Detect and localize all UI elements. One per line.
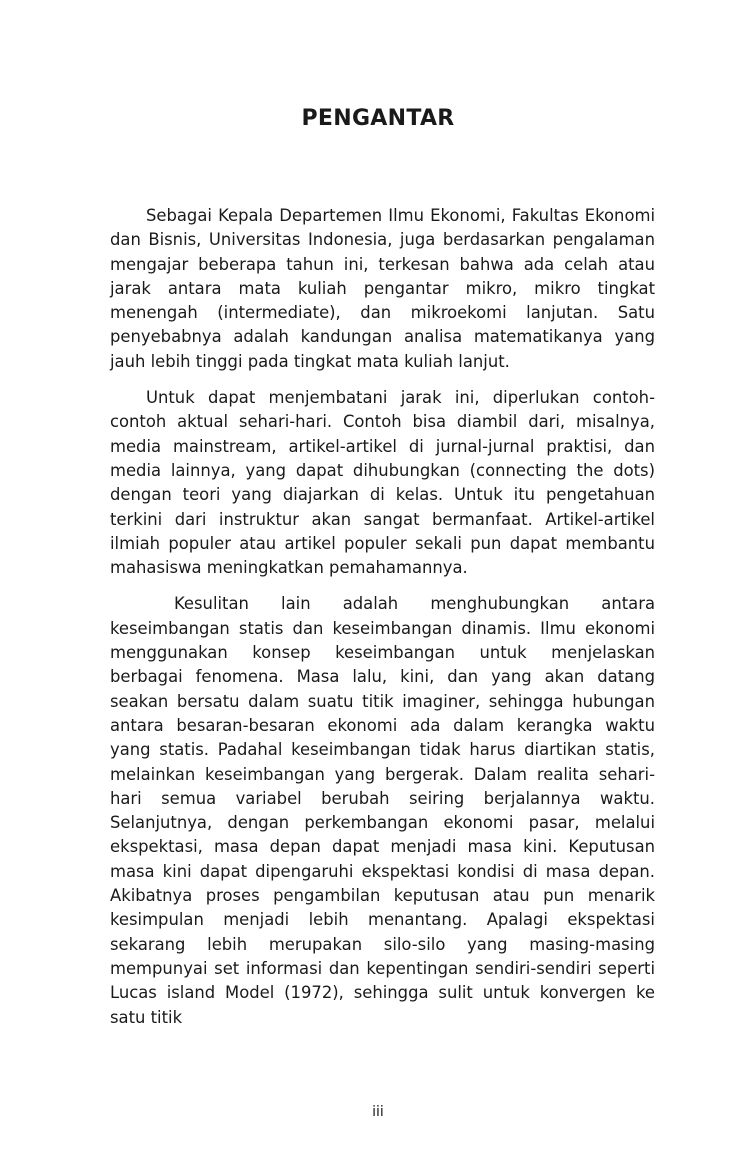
paragraph-3: Kesulitan lain adalah menghubungkan antara keseimbangan statis dan keseimbangan dinamis. Ilmu ekonomi menggunakan konsep keseimbangan untuk menjelaskan berbagai fenomena. Masa lalu, kini, dan yang akan datang seakan bersatu dalam suatu titik imaginer, sehingga hubungan antara besaran-besaran ekonomi ada dalam kerangka waktu yang statis. Padahal keseimbangan tidak harus diartikan statis, melainkan keseimbangan yang bergerak. Dalam realita sehari-hari semua variabel berubah seiring berjalannya waktu. Selanjutnya, dengan perkembangan ekonomi pasar, melalui ekspektasi, masa depan dapat menjadi masa kini. Keputusan masa kini dapat dipengaruhi ekspektasi kondisi di masa depan. Akibatnya proses pengambilan keputusan atau pun menarik kesimpulan menjadi lebih menantang. Apalagi ekspektasi sekarang lebih merupakan silo-silo yang masing-masing mempunyai set informasi dan kepentingan sendiri-sendiri seperti Lucas island Model (1972), sehingga sulit untuk konvergen ke satu titik	[110, 594, 655, 1027]
paragraph-1: Sebagai Kepala Departemen Ilmu Ekonomi, Fakultas Ekonomi dan Bisnis, Universitas Indonesia, juga berdasarkan pengalaman mengajar beberapa tahun ini, terkesan bahwa ada celah atau jarak antara mata kuliah pengantar mikro, mikro tingkat menengah (intermediate), dan mikroekomi lanjutan. Satu penyebabnya adalah kandungan analisa matematikanya yang jauh lebih tinggi pada tingkat mata kuliah lanjut.	[110, 206, 655, 371]
page-title: PENGANTAR	[301, 106, 455, 131]
page-number: iii	[372, 1104, 384, 1120]
paragraph-2: Untuk dapat menjembatani jarak ini, diperlukan contoh-contoh aktual sehari-hari. Contoh bisa diambil dari, misalnya, media mainstream, artikel-artikel di jurnal-jurnal praktisi, dan media lainnya, yang dapat dihubungkan (connecting the dots) dengan teori yang diajarkan di kelas. Untuk itu pengetahuan terkini dari instruktur akan sangat bermanfaat. Artikel-artikel ilmiah populer atau artikel populer sekali pun dapat membantu mahasiswa meningkatkan pemahamannya.	[110, 388, 655, 578]
body-text	[110, 204, 655, 1042]
